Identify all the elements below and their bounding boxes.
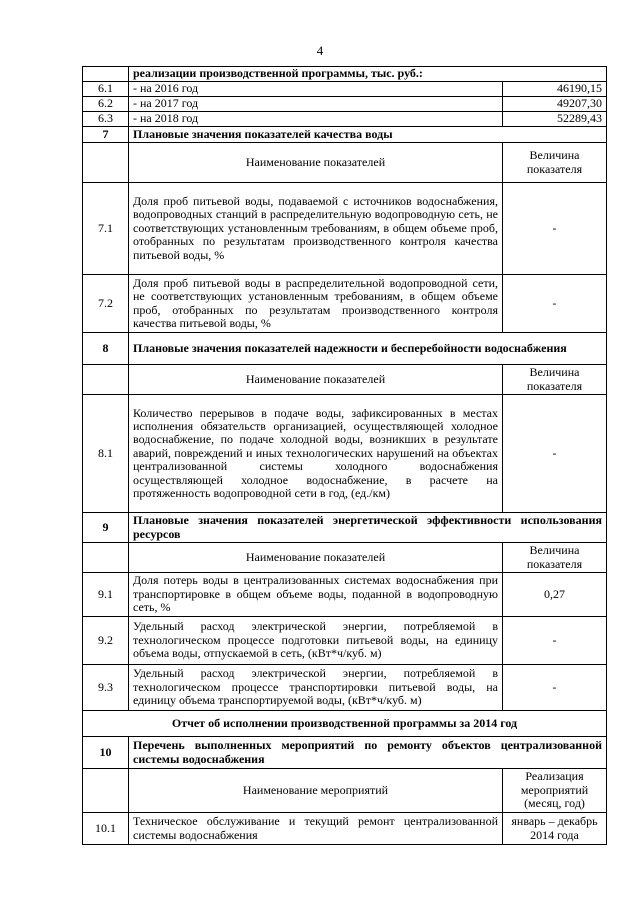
- row-value: -: [503, 275, 607, 333]
- row-text: Доля проб питьевой воды в распределительной водопроводной сети, не соответствующих установленным требованиям, в общем объеме проб, отобранных по результатам производственного контроля качества питьевой воды, %: [133, 275, 498, 330]
- row-value: -: [503, 617, 607, 665]
- column-header-name: Наименование показателей: [129, 143, 503, 183]
- row-value: 0,27: [503, 573, 607, 617]
- table-row: [83, 813, 607, 845]
- row-text-cell: [129, 665, 503, 711]
- row-number-cell: [83, 143, 129, 183]
- row-number: 6.2: [83, 97, 129, 112]
- row-value: -: [503, 183, 607, 275]
- section-row: [83, 737, 607, 769]
- table-row: [83, 97, 607, 112]
- report-title: Отчет об исполнении производственной программы за 2014 год: [83, 711, 607, 737]
- row-number: 10.1: [83, 813, 129, 845]
- row-number: 8.1: [83, 395, 129, 513]
- row-number: 7.2: [83, 275, 129, 333]
- row-number-cell: [83, 365, 129, 395]
- column-header-name: Наименование показателей: [129, 543, 503, 573]
- row-number-cell: [83, 67, 129, 82]
- row-text: - на 2016 год: [129, 82, 503, 97]
- table-row: [83, 275, 607, 333]
- section-number: 10: [83, 737, 129, 769]
- header-row: [83, 143, 607, 183]
- column-header-value: Величина показателя: [503, 543, 607, 573]
- row-text-cell: [129, 573, 503, 617]
- section-number: 9: [83, 513, 129, 543]
- row-number: 9.1: [83, 573, 129, 617]
- table-row: [83, 395, 607, 513]
- row-text-cell: [129, 275, 503, 333]
- row-text-cell: [129, 813, 503, 845]
- section-title: Плановые значения показателей качества воды: [129, 127, 607, 143]
- table-row: [83, 183, 607, 275]
- column-header-value: Реализация мероприятий (месяц, год): [503, 769, 607, 813]
- section-title-cell: [129, 737, 607, 769]
- row-text-cell: [129, 617, 503, 665]
- row-number: 7.1: [83, 183, 129, 275]
- row-text-cell: [129, 183, 503, 275]
- section-title: Плановые значения показателей надежности и бесперебойности водоснабжения: [133, 340, 567, 355]
- row-value: -: [503, 665, 607, 711]
- row-value: 52289,43: [503, 112, 607, 127]
- row-value: 46190,15: [503, 82, 607, 97]
- header-row: [83, 769, 607, 813]
- row-number: 9.3: [83, 665, 129, 711]
- section-row: [83, 333, 607, 365]
- row-text: реализации производственной программы, тыс. руб.:: [129, 67, 607, 82]
- row-number-cell: [83, 769, 129, 813]
- table-row: [83, 82, 607, 97]
- header-row: [83, 543, 607, 573]
- header-row: [83, 365, 607, 395]
- section-title: Перечень выполненных мероприятий по ремонту объектов централизованной системы водоснабжения: [133, 738, 602, 766]
- row-number: 9.2: [83, 617, 129, 665]
- row-text: Доля потерь воды в централизованных системах водоснабжения при транспортировке в общем объеме воды, поданной в водопроводную сеть, %: [133, 573, 498, 615]
- report-title-row: [83, 711, 607, 737]
- section-row: [83, 127, 607, 143]
- row-text: Доля проб питьевой воды, подаваемой с источников водоснабжения, водопроводных станций в распределительную водопроводную сеть, не соответствующих установленным требованиям, в общем объеме проб, отобранных по результатам производственного контроля качества питьевой воды, %: [133, 193, 498, 262]
- row-number: 6.1: [83, 82, 129, 97]
- row-value: январь – декабрь 2014 года: [503, 813, 607, 845]
- section-row: [83, 513, 607, 543]
- section-title: Плановые значения показателей энергетической эффективности использования ресурсов: [133, 513, 602, 541]
- column-header-value: Величина показателя: [503, 143, 607, 183]
- row-number-cell: [83, 543, 129, 573]
- column-header-value: Величина показателя: [503, 365, 607, 395]
- section-number: 7: [83, 127, 129, 143]
- row-text: - на 2018 год: [129, 112, 503, 127]
- table-row: [83, 67, 607, 82]
- table-row: [83, 617, 607, 665]
- section-number: 8: [83, 333, 129, 365]
- row-text: - на 2017 год: [129, 97, 503, 112]
- row-text-cell: [129, 395, 503, 513]
- section-title-cell: [129, 333, 607, 365]
- column-header-name: Наименование мероприятий: [129, 769, 503, 813]
- program-table: [82, 66, 607, 845]
- row-text: Удельный расход электрической энергии, потребляемой в технологическом процессе подготовки питьевой воды, на единицу объема воды, отпускаемой в сеть, (кВт*ч/куб. м): [133, 619, 498, 661]
- row-text: Количество перерывов в подаче воды, зафиксированных в местах исполнения обязательств организацией, осуществляющей холодное водоснабжение, по подаче холодной воды, возникших в результате аварий, повреждений и иных технологических нарушений на объектах централизованной системы холодного водоснабжения осуществляющей холодное водоснабжение, в расчете на протяженность водопроводной сети в год, (ед./км): [133, 405, 498, 501]
- column-header-name: Наименование показателей: [129, 365, 503, 395]
- row-number: 6.3: [83, 112, 129, 127]
- row-text: Удельный расход электрической энергии, потребляемой в технологическом процессе транспортировки питьевой воды, на единицу объема транспортируемой воды, (кВт*ч/куб. м): [133, 666, 498, 708]
- table-row: [83, 112, 607, 127]
- page-number: 4: [316, 43, 324, 58]
- table-row: [83, 665, 607, 711]
- row-value: -: [503, 395, 607, 513]
- row-text: Техническое обслуживание и текущий ремонт централизованной системы водоснабжения: [133, 814, 498, 842]
- section-title-cell: [129, 513, 607, 543]
- table-row: [83, 573, 607, 617]
- row-value: 49207,30: [503, 97, 607, 112]
